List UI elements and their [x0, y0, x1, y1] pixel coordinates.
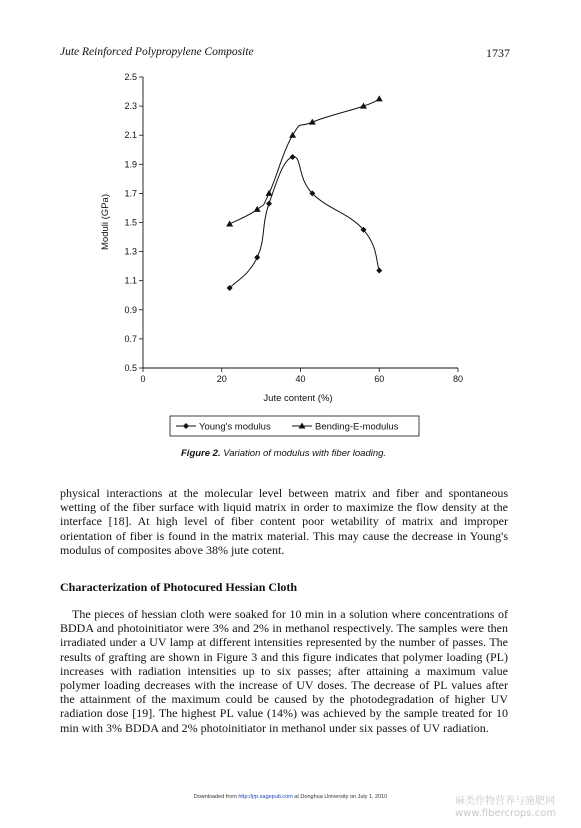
footer-suffix: at Donghua University on July 1, 2010: [292, 794, 388, 800]
data-point-series-1: [376, 268, 382, 274]
series-line-2: [230, 99, 380, 224]
y-tick-label: 2.1: [124, 130, 137, 141]
chart-ticks: [124, 72, 463, 384]
footer-prefix: Downloaded from: [193, 794, 239, 800]
y-tick-label: 1.9: [124, 159, 137, 170]
y-axis-title: Moduli (GPa): [100, 194, 111, 250]
section-heading: Characterization of Photocured Hessian Cloth: [60, 580, 298, 594]
x-tick-label: 0: [140, 374, 146, 384]
y-tick-label: 2.3: [124, 101, 137, 112]
running-title: Jute Reinforced Polypropylene Composite: [60, 46, 254, 58]
x-tick-label: 20: [216, 374, 227, 384]
y-tick-label: 1.7: [124, 188, 137, 199]
body-paragraph-2: The pieces of hessian cloth were soaked for 10 min in a solution where concentrations of BDDA and photoinitiator were 3% and 2% in methanol respectively. The samples were then irradiated under a UV lamp at different intensities represented by the number of passes. The results of grafting are shown in Figure 3 and this figure indicates that polymer loading (PL) increases with radiation intensities up to six passes; after attaining a maximum value polymer loading decreases with the increase of UV doses. The decrease of PL values after the attainment of the maximum could be caused by the photodegradation of higher UV radiation dose [19]. The highest PL value (14%) was achieved by the sample treated for 10 min with 3% BDDA and 2% photoinitiator in methanol under six passes of UV radiation.: [60, 607, 508, 735]
series-line-1: [230, 157, 380, 288]
legend-label-1: Young's modulus: [199, 421, 271, 433]
y-tick-label: 0.7: [124, 333, 137, 344]
y-tick-label: 2.5: [124, 72, 137, 82]
legend-label-2: Bending-E-modulus: [315, 421, 399, 433]
footer-link[interactable]: http://jrp.sagepub.com: [238, 794, 293, 800]
y-tick-label: 0.5: [124, 363, 137, 373]
data-point-series-2: [376, 95, 383, 101]
watermark-line-2: www.fibercrops.com: [455, 808, 557, 819]
data-point-series-2: [266, 190, 273, 196]
data-point-series-1: [290, 154, 296, 160]
y-tick-label: 0.9: [124, 304, 137, 315]
data-point-series-2: [289, 132, 296, 138]
chart-axes: [143, 77, 458, 368]
watermark-line-1: 麻类作物营养与施肥网: [455, 796, 555, 807]
figure-caption-text: Variation of modulus with fiber loading.: [223, 448, 387, 459]
chart-legend: [170, 416, 419, 436]
x-axis-title: Jute content (%): [263, 393, 333, 404]
chart-series: [226, 95, 383, 291]
body-paragraph-1: physical interactions at the molecular level between matrix and fiber and spontaneous wetting of the fiber surface with liquid matrix in order to maximize the flow density at the interface [18]. At high level of fiber content poor wetability of matrix and improper orientation of fiber is found in the matrix material. This may cause the decrease in Young's modulus of composites above 38% jute cotent.: [60, 486, 508, 557]
x-tick-label: 60: [374, 374, 385, 384]
data-point-series-2: [226, 220, 233, 226]
data-point-series-1: [266, 201, 272, 207]
data-point-series-1: [254, 254, 260, 260]
y-tick-label: 1.5: [124, 217, 137, 228]
figure-label: Figure 2.: [181, 448, 221, 459]
figure-caption: [181, 448, 441, 459]
data-point-series-2: [254, 206, 261, 212]
site-watermark: [455, 796, 575, 820]
x-tick-label: 40: [295, 374, 306, 384]
y-tick-label: 1.3: [124, 246, 137, 257]
page-number: 1737: [486, 46, 510, 60]
x-tick-label: 80: [452, 374, 464, 384]
y-tick-label: 1.1: [124, 275, 137, 286]
